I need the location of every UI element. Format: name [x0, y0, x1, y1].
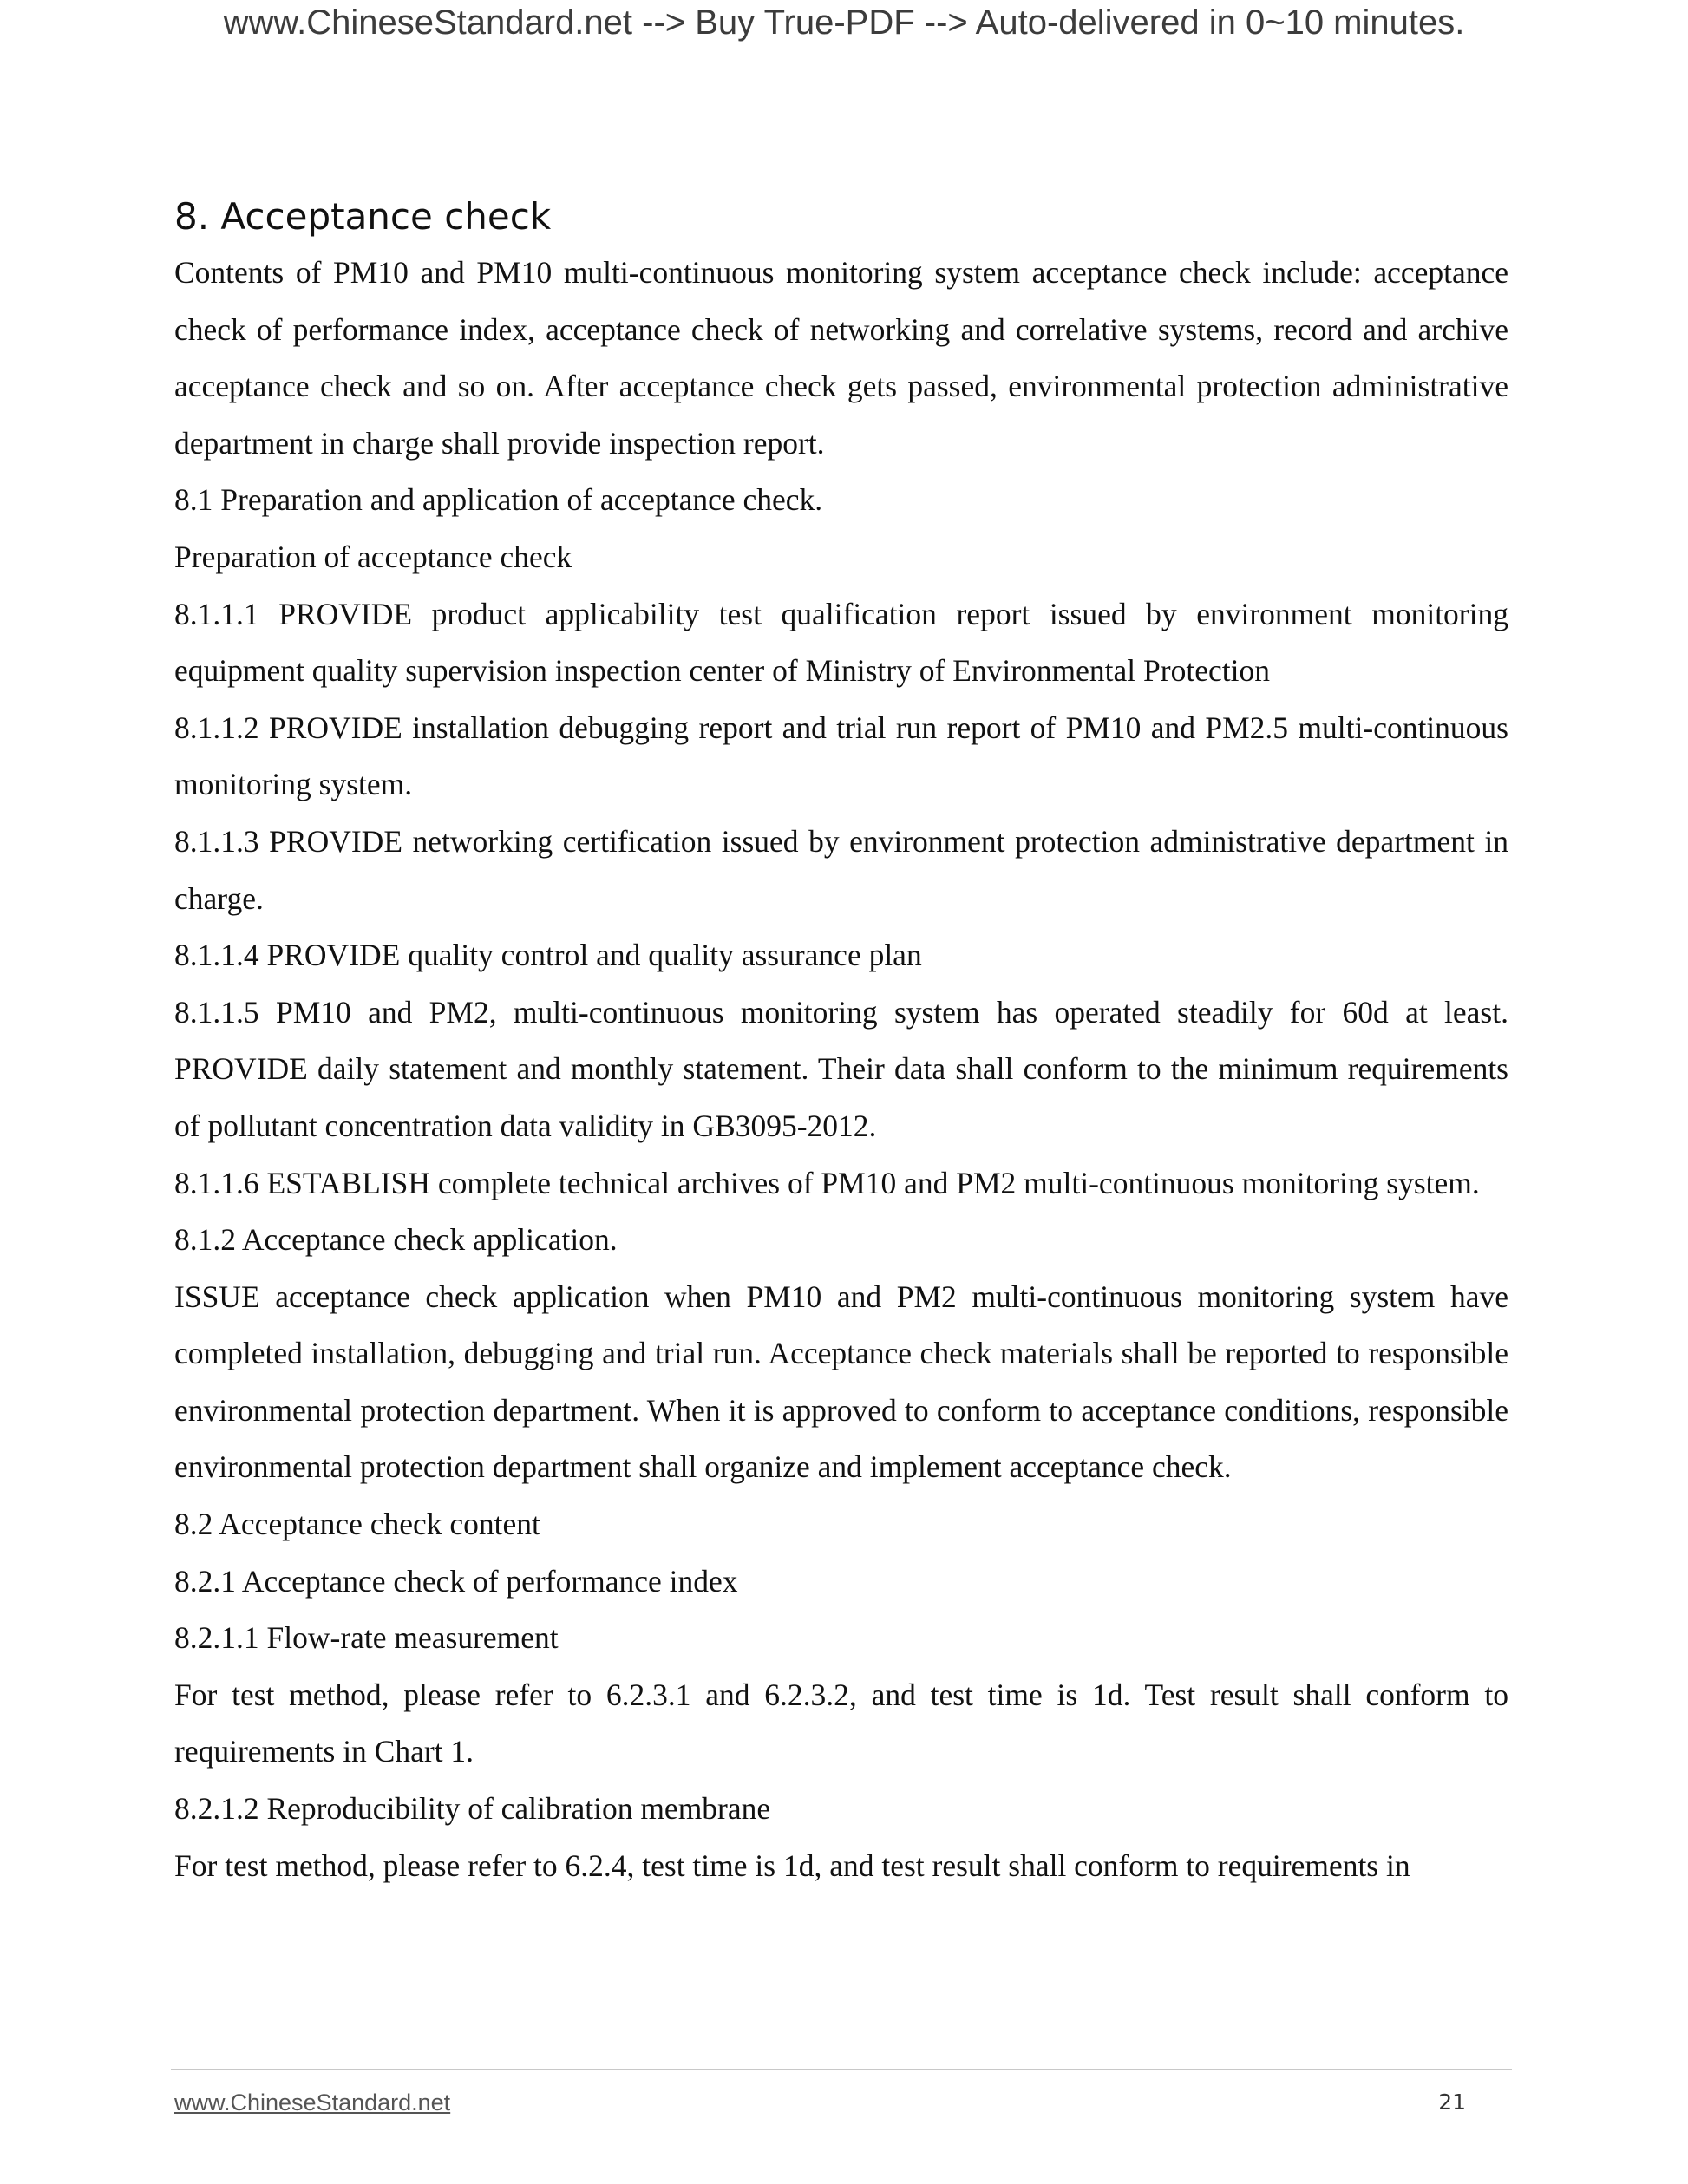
page-number: 21: [1438, 2089, 1466, 2115]
subsection-heading-preparation: Preparation of acceptance check: [174, 539, 572, 574]
subsection-heading-8-1: 8.1 Preparation and application of acceptance check.: [174, 482, 823, 518]
document-body: [174, 189, 1508, 1894]
section-heading: 8. Acceptance check: [174, 195, 552, 238]
subsection-heading-8-2: 8.2 Acceptance check content: [174, 1507, 540, 1542]
clause-8-1-1-4: 8.1.1.4 PROVIDE quality control and quality assurance plan: [174, 938, 922, 973]
clause-8-1-1-2: 8.1.1.2 PROVIDE installation debugging report and trial run report of PM10 and PM2.5 multi-continuous monitoring system.: [174, 709, 1508, 802]
subsection-heading-8-2-1: 8.2.1 Acceptance check of performance index: [174, 1563, 738, 1599]
clause-8-1-1-3: 8.1.1.3 PROVIDE networking certification issued by environment protection administrative department in charge.: [174, 823, 1508, 916]
intro-paragraph: Contents of PM10 and PM10 multi-continuous monitoring system acceptance check include: acceptance check of performance index, acceptance check of networking and correlative systems, record and archive acceptance check and so on. After acceptance check gets passed, environmental protection administrative department in charge shall provide inspection report.: [174, 255, 1508, 461]
clause-8-1-1-6: 8.1.1.6 ESTABLISH complete technical archives of PM10 and PM2 multi-continuous monitoring system.: [174, 1165, 1480, 1200]
clause-heading-8-2-1-2: 8.2.1.2 Reproducibility of calibration membrane: [174, 1791, 771, 1827]
clause-heading-8-2-1-1: 8.2.1.1 Flow-rate measurement: [174, 1620, 559, 1656]
clause-8-1-1-1: 8.1.1.1 PROVIDE product applicability test qualification report issued by environment monitoring equipment quality supervision inspection center of Ministry of Environmental Protection: [174, 596, 1508, 689]
subsection-heading-8-1-2: 8.1.2 Acceptance check application.: [174, 1222, 618, 1258]
footer-website-link[interactable]: www.ChineseStandard.net: [174, 2089, 451, 2115]
reproducibility-paragraph: For test method, please refer to 6.2.4, test time is 1d, and test result shall conform to requirements in: [174, 1847, 1410, 1883]
clause-8-1-1-5: 8.1.1.5 PM10 and PM2, multi-continuous monitoring system has operated steadily for 60d at least. PROVIDE daily statement and monthly statement. Their data shall conform to the minimum requirements of pollutant concentration data validity in GB3095-2012.: [174, 994, 1508, 1143]
top-banner[interactable]: www.ChineseStandard.net --> Buy True-PDF --> Auto-delivered in 0~10 minutes.: [223, 3, 1465, 42]
flow-rate-paragraph: For test method, please refer to 6.2.3.1 and 6.2.3.2, and test time is 1d. Test result shall conform to requirements in Chart 1.: [174, 1677, 1508, 1769]
footer-divider: [171, 2069, 1512, 2070]
application-paragraph: ISSUE acceptance check application when PM10 and PM2 multi-continuous monitoring system have completed installation, debugging and trial run. Acceptance check materials shall be reported to responsible environmental protection department. When it is approved to conform to acceptance conditions, responsible environmental protection department shall organize and implement acceptance check.: [174, 1278, 1508, 1485]
